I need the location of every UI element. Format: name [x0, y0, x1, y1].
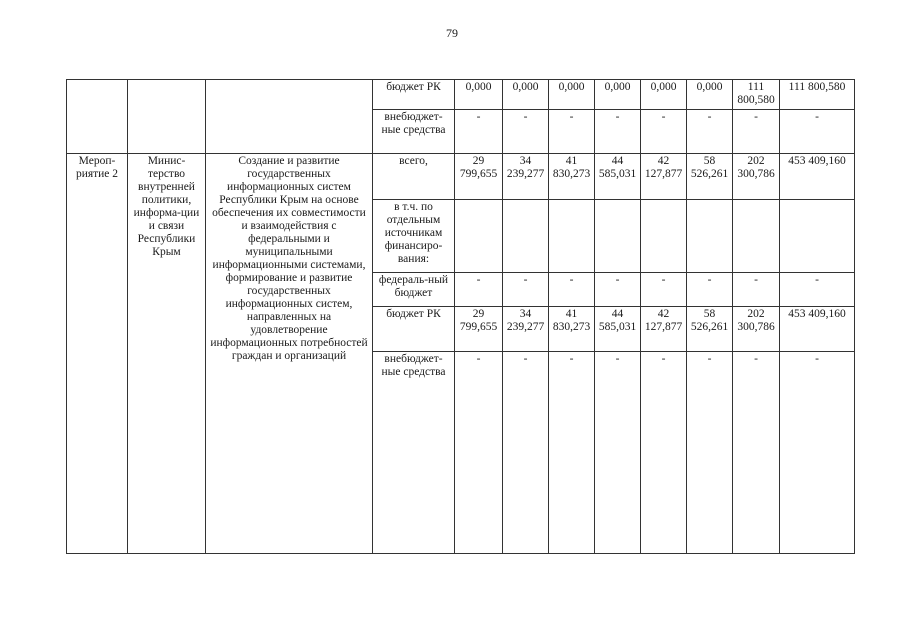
funding-source: федераль-ный бюджет	[373, 273, 455, 307]
value-cell	[733, 200, 780, 273]
value-cell: 44 585,031	[595, 307, 641, 352]
executor-name: Минис-терство внутренней политики, информа-ции и связи Республики Крым	[128, 154, 206, 554]
value-cell: 202 300,786	[733, 307, 780, 352]
value-cell: 0,000	[687, 80, 733, 110]
value-cell: 111 800,580	[780, 80, 855, 110]
value-cell: 0,000	[503, 80, 549, 110]
value-cell: 453 409,160	[780, 307, 855, 352]
value-cell	[503, 200, 549, 273]
value-cell: -	[687, 273, 733, 307]
value-cell: 41 830,273	[549, 154, 595, 200]
value-cell: 0,000	[641, 80, 687, 110]
funding-source: в т.ч. по отдельным источникам финансиро-вания:	[373, 200, 455, 273]
value-cell: -	[595, 110, 641, 154]
value-cell: 0,000	[455, 80, 503, 110]
executor-cell-empty	[128, 80, 206, 154]
value-cell: 42 127,877	[641, 154, 687, 200]
event-label: Мероп-риятие 2	[67, 154, 128, 554]
value-cell: -	[549, 273, 595, 307]
value-cell: -	[455, 110, 503, 154]
funding-source: внебюджет-ные средства	[373, 110, 455, 154]
event-cell-empty	[67, 80, 128, 154]
value-cell: 34 239,277	[503, 307, 549, 352]
value-cell: -	[780, 352, 855, 554]
page-number: 79	[446, 26, 458, 40]
value-cell: 58 526,261	[687, 154, 733, 200]
value-cell: 453 409,160	[780, 154, 855, 200]
value-cell: -	[455, 352, 503, 554]
value-cell: 111 800,580	[733, 80, 780, 110]
value-cell: 41 830,273	[549, 307, 595, 352]
value-cell: -	[641, 273, 687, 307]
value-cell: -	[549, 110, 595, 154]
value-cell	[595, 200, 641, 273]
value-cell	[780, 200, 855, 273]
value-cell: 0,000	[595, 80, 641, 110]
table-row	[67, 80, 855, 110]
value-cell	[455, 200, 503, 273]
value-cell: -	[733, 352, 780, 554]
value-cell: -	[780, 110, 855, 154]
value-cell: -	[595, 273, 641, 307]
value-cell	[549, 200, 595, 273]
value-cell: -	[455, 273, 503, 307]
value-cell	[641, 200, 687, 273]
value-cell: 44 585,031	[595, 154, 641, 200]
value-cell: -	[687, 110, 733, 154]
funding-source: бюджет РК	[373, 80, 455, 110]
value-cell: -	[733, 273, 780, 307]
funding-source: внебюджет-ные средства	[373, 352, 455, 554]
description-cell-empty	[206, 80, 373, 154]
value-cell: 29 799,655	[455, 154, 503, 200]
value-cell: -	[549, 352, 595, 554]
value-cell: -	[687, 352, 733, 554]
value-cell: -	[595, 352, 641, 554]
value-cell: 29 799,655	[455, 307, 503, 352]
value-cell: -	[641, 352, 687, 554]
value-cell: 0,000	[549, 80, 595, 110]
value-cell: 58 526,261	[687, 307, 733, 352]
funding-source: всего,	[373, 154, 455, 200]
funding-source: бюджет РК	[373, 307, 455, 352]
table-row	[67, 154, 855, 200]
value-cell: -	[503, 352, 549, 554]
value-cell	[687, 200, 733, 273]
value-cell: -	[733, 110, 780, 154]
budget-table	[66, 79, 855, 554]
value-cell: -	[503, 273, 549, 307]
value-cell: 34 239,277	[503, 154, 549, 200]
value-cell: -	[641, 110, 687, 154]
value-cell: -	[780, 273, 855, 307]
value-cell: 202 300,786	[733, 154, 780, 200]
value-cell: -	[503, 110, 549, 154]
event-description: Создание и развитие государственных информационных систем Республики Крым на основе обеспечения их совместимости и взаимодействия с федеральными и муниципальными информационными системами, формирование и развитие государственных информационных систем, направленных на удовлетворение информационных потребностей граждан и организаций	[206, 154, 373, 554]
value-cell: 42 127,877	[641, 307, 687, 352]
